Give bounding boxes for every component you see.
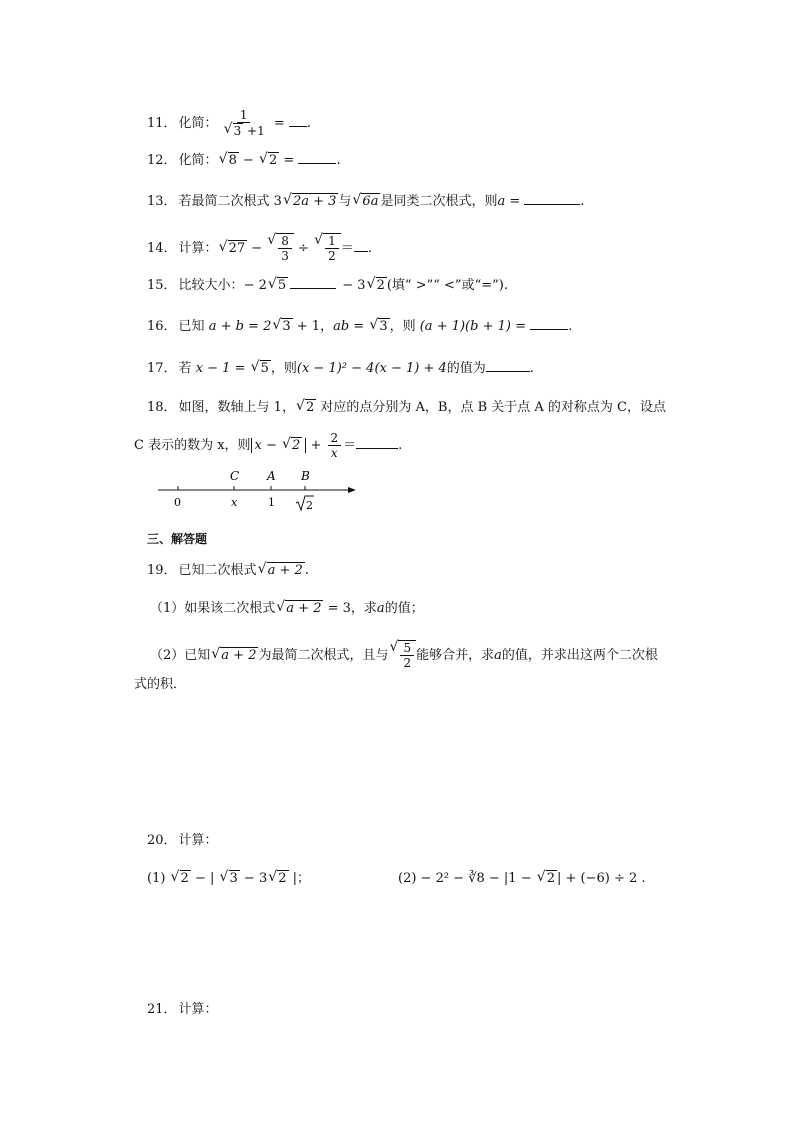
question-text: 的值，并求出这两个二次根 [501, 648, 658, 663]
radical [171, 870, 191, 887]
radical [367, 277, 387, 294]
expression-text: − 2² − ∛8 − |1 − [420, 871, 536, 886]
radical [251, 360, 271, 377]
period: . [580, 194, 585, 209]
part-label: (2) [398, 871, 421, 886]
radical [268, 870, 288, 887]
expression-text: (x − 1)² − 4(x − 1) + 4 [296, 361, 447, 376]
label-a: A [267, 469, 276, 483]
radical [219, 152, 239, 169]
question-18-line-1 [147, 399, 666, 416]
question-11 [147, 108, 311, 139]
fraction-numerator: √ 8 [278, 234, 292, 249]
question-20 [147, 833, 218, 849]
radicand [398, 640, 416, 670]
variable: a [494, 648, 502, 663]
radical [220, 870, 240, 887]
radicand: 2 [269, 153, 278, 168]
radicand: 3 [233, 124, 242, 138]
expression-text: | + (−6) ÷ 2 . [557, 871, 646, 886]
equals-sign: ＝ [340, 241, 354, 256]
radicand: 6a [362, 194, 379, 209]
answer-blank [289, 114, 307, 127]
fraction [400, 641, 414, 670]
period: . [529, 361, 534, 376]
radicand: 5 [277, 278, 287, 293]
radical [268, 277, 288, 294]
radicand: 2a + 3 [292, 194, 337, 209]
operator: − [238, 153, 259, 168]
radical [258, 562, 305, 579]
question-text: 若 [178, 361, 196, 376]
question-text: 的值； [384, 601, 424, 616]
equals-sign: = [269, 116, 289, 131]
question-17 [147, 359, 534, 377]
question-19-part-2 [150, 640, 658, 670]
question-number: 17． [147, 361, 177, 376]
radicand: 3 [229, 871, 238, 886]
radical [276, 600, 323, 617]
number-line-figure [150, 466, 360, 516]
fraction-numerator: 2 [328, 431, 342, 446]
equals-sign: = [279, 153, 299, 168]
radicand: 3 [379, 319, 388, 334]
radicand: 2 [180, 871, 189, 886]
question-21 [147, 1002, 218, 1018]
label-zero: 0 [174, 496, 181, 509]
question-hint: (填“ >”“ <”或“=”). [386, 278, 508, 293]
label-c: C [230, 469, 240, 483]
fraction-numerator: √ 1 [325, 234, 339, 249]
question-text: 能够合并，求 [416, 648, 495, 663]
absolute-value [251, 438, 307, 453]
question-18-line-2 [134, 431, 402, 460]
radicand: 8 [228, 153, 237, 168]
answer-blank [298, 151, 336, 164]
radicand [323, 233, 341, 263]
question-text: 化简： [178, 153, 218, 168]
section-heading: 三、解答题 [147, 532, 208, 546]
question-number: 18． [147, 400, 177, 415]
label-b: B [301, 469, 310, 483]
radical [283, 193, 338, 210]
question-16 [147, 317, 572, 335]
question-number: 20． [147, 833, 177, 848]
question-number: 21． [147, 1002, 177, 1017]
arrow-head [348, 487, 356, 493]
expression-text: a + b = 2 [208, 319, 272, 334]
question-number: 11． [147, 116, 177, 131]
period: . [568, 319, 573, 334]
question-text: 计算： [178, 241, 218, 256]
expression-text: ab = [333, 319, 369, 334]
radical [296, 399, 316, 416]
label-sqrt2: 2 [306, 499, 313, 512]
expression-text: (a + 1)(b + 1) = [419, 319, 531, 334]
question-number: 12． [147, 153, 177, 168]
fraction-numerator: √ 5 [400, 641, 414, 656]
radicand: 2 [292, 438, 301, 453]
radical [537, 870, 557, 887]
question-text: 如图，数轴上与 1， [178, 400, 295, 415]
question-13 [147, 192, 585, 210]
question-text: （1）如果该二次根式 [150, 601, 276, 616]
question-14 [147, 233, 372, 263]
question-text: 是同类二次根式，则 [380, 194, 498, 209]
expression-text: − 3 [239, 871, 268, 886]
variable: a [376, 601, 385, 616]
radical [267, 233, 294, 263]
fraction-denominator: 2 [328, 249, 336, 263]
expression-text: − 2 [243, 278, 267, 293]
question-text: 对应的点分别为 A，B，点 B 关于点 A 的对称点为 C，设点 [316, 400, 666, 415]
radicand: a + 2 [286, 601, 322, 616]
question-text: C 表示的数为 x，则 [134, 438, 251, 453]
radical [314, 233, 341, 263]
expression-text: + 1， [292, 319, 334, 334]
radical [272, 318, 292, 335]
period: . [398, 438, 403, 453]
variable: a [497, 194, 506, 209]
radicand: a + 2 [267, 563, 303, 578]
fraction [325, 234, 339, 263]
period: . [367, 241, 372, 256]
fraction-denominator: 3 [281, 249, 289, 263]
question-number: 14． [147, 241, 177, 256]
radicand: 2 [278, 871, 287, 886]
radical [369, 318, 389, 335]
question-text: 为最简二次根式，且与 [258, 648, 389, 663]
radicand: 3 [282, 319, 291, 334]
question-19 [147, 562, 309, 579]
question-text: 计算： [178, 1002, 218, 1017]
fraction-denominator [220, 123, 268, 139]
question-text: 若最简二次根式 3 [178, 194, 282, 209]
fraction-numerator: 1 [237, 108, 251, 123]
fraction-denominator: x [330, 446, 338, 460]
question-12 [147, 151, 341, 169]
question-number: 13． [147, 194, 177, 209]
radicand: 27 [228, 241, 246, 256]
answer-blank [290, 276, 336, 289]
radicand: 2 [376, 278, 385, 293]
radicand: 2 [546, 871, 556, 886]
question-text: 已知二次根式 [178, 563, 257, 578]
radical [352, 193, 380, 210]
question-19-part-1 [150, 600, 424, 617]
fraction [220, 108, 268, 139]
question-number: 15． [147, 278, 177, 293]
question-number: 19． [147, 563, 177, 578]
radicand [276, 233, 294, 263]
question-text: 比较大小： [178, 278, 244, 293]
expression-text: |； [288, 871, 311, 886]
operator: + [306, 438, 326, 453]
fraction [278, 234, 292, 263]
radicand: 5 [260, 361, 269, 376]
label-one: 1 [268, 496, 275, 509]
label-x: x [231, 496, 238, 509]
question-text: 计算： [178, 833, 218, 848]
expression-text: x − 1 = [195, 361, 250, 376]
expression-text: x − [254, 438, 282, 453]
expression-text: = 3 [323, 601, 351, 616]
question-15 [147, 276, 508, 294]
radicand: 2 [305, 400, 315, 415]
period: . [306, 116, 312, 131]
answer-blank [356, 436, 398, 449]
part-label: (1) [147, 871, 170, 886]
radical [282, 437, 302, 454]
expression-text: +1 [243, 124, 265, 138]
expression-text: − 3 [338, 278, 366, 293]
answer-blank [530, 317, 568, 330]
question-number: 16． [147, 319, 177, 334]
period: . [336, 153, 341, 168]
answer-blank [524, 192, 580, 205]
expression-text: − | [190, 871, 219, 886]
question-text: ，则 [270, 361, 297, 376]
operator: ÷ [293, 241, 314, 256]
operator: − [247, 241, 267, 256]
period: . [304, 563, 309, 578]
fraction [328, 431, 342, 460]
radical [219, 240, 248, 257]
radicand: a + 2 [221, 648, 257, 663]
question-20-part-2 [398, 870, 646, 887]
question-text: ，求 [350, 601, 377, 616]
question-text: 与 [338, 194, 352, 209]
answer-blank [354, 239, 368, 252]
radical [224, 123, 244, 139]
radical [211, 647, 258, 664]
radical [389, 640, 416, 670]
equals-sign: ＝ [343, 438, 357, 453]
radical [259, 152, 279, 169]
fraction-denominator: 2 [403, 656, 412, 670]
question-20-part-1 [147, 870, 310, 887]
equals-sign: = [505, 194, 525, 209]
question-text: 已知 [178, 319, 209, 334]
question-text: 的值为 [446, 361, 486, 376]
question-text: ，则 [389, 319, 420, 334]
answer-blank [486, 359, 530, 372]
question-text: 化简： [178, 116, 218, 131]
question-text: （2）已知 [150, 648, 211, 663]
question-19-part-2-continued: 式的积． [134, 677, 187, 692]
